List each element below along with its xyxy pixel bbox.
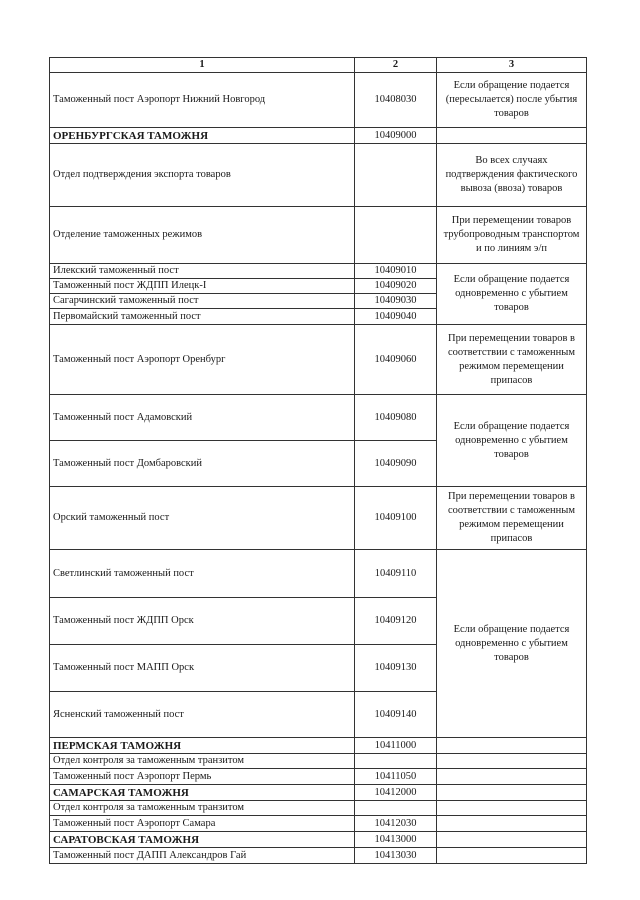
- post-code: 10409120: [355, 598, 437, 645]
- post-name: Таможенный пост Аэропорт Самара: [50, 816, 355, 832]
- post-code: 10412000: [355, 785, 437, 801]
- post-name: Отдел контроля за таможенным транзитом: [50, 801, 355, 816]
- post-name: Илекский таможенный пост: [50, 264, 355, 279]
- post-code: 10409100: [355, 487, 437, 550]
- customs-office-name: ОРЕНБУРГСКАЯ ТАМОЖНЯ: [50, 128, 355, 144]
- table-row: [50, 128, 587, 144]
- post-name: Отдел контроля за таможенным транзитом: [50, 754, 355, 769]
- post-name: Таможенный пост Адамовский: [50, 395, 355, 441]
- table-row: [50, 73, 587, 128]
- post-condition: [437, 769, 587, 785]
- table-row: [50, 816, 587, 832]
- post-condition: При перемещении товаров в соответствии с таможенным режимом перемещении припасов: [437, 487, 587, 550]
- customs-office-name: ПЕРМСКАЯ ТАМОЖНЯ: [50, 738, 355, 754]
- post-name: Таможенный пост ДАПП Александров Гай: [50, 848, 355, 864]
- post-name: Таможенный пост Аэропорт Пермь: [50, 769, 355, 785]
- post-code: 10413000: [355, 832, 437, 848]
- table-row: [50, 738, 587, 754]
- table-row: [50, 325, 587, 395]
- post-name: Таможенный пост МАПП Орск: [50, 645, 355, 692]
- table-row: [50, 801, 587, 816]
- post-name: Таможенный пост Домбаровский: [50, 441, 355, 487]
- post-code: [355, 754, 437, 769]
- post-condition: [437, 848, 587, 864]
- post-condition: [437, 785, 587, 801]
- table-row: [50, 264, 587, 279]
- table-row: [50, 550, 587, 598]
- post-code: 10409010: [355, 264, 437, 279]
- post-code: [355, 207, 437, 264]
- post-condition: Во всех случаях подтверждения фактического вывоза (ввоза) товаров: [437, 144, 587, 207]
- post-code: 10413030: [355, 848, 437, 864]
- post-condition: [437, 754, 587, 769]
- post-name: Отдел подтверждения экспорта товаров: [50, 144, 355, 207]
- post-condition: [437, 816, 587, 832]
- post-code: 10409000: [355, 128, 437, 144]
- post-code: 10412030: [355, 816, 437, 832]
- customs-office-name: САРАТОВСКАЯ ТАМОЖНЯ: [50, 832, 355, 848]
- table-row: [50, 848, 587, 864]
- post-condition: [437, 832, 587, 848]
- post-code: 10409130: [355, 645, 437, 692]
- post-name: Светлинский таможенный пост: [50, 550, 355, 598]
- table-row: [50, 144, 587, 207]
- post-condition: Если обращение подается одновременно с убытием товаров: [437, 550, 587, 738]
- post-condition: [437, 801, 587, 816]
- table-row: [50, 769, 587, 785]
- customs-office-name: САМАРСКАЯ ТАМОЖНЯ: [50, 785, 355, 801]
- post-name: Таможенный пост Аэропорт Нижний Новгород: [50, 73, 355, 128]
- post-condition: Если обращение подается (пересылается) после убытия товаров: [437, 73, 587, 128]
- post-code: 10408030: [355, 73, 437, 128]
- post-condition: При перемещении товаров в соответствии с таможенным режимом перемещении припасов: [437, 325, 587, 395]
- post-code: 10409140: [355, 692, 437, 738]
- post-code: 10409030: [355, 294, 437, 309]
- post-code: [355, 801, 437, 816]
- post-code: 10409110: [355, 550, 437, 598]
- post-code: 10409040: [355, 309, 437, 325]
- table-header-row: [50, 58, 587, 73]
- customs-table: [49, 57, 587, 864]
- post-name: Отделение таможенных режимов: [50, 207, 355, 264]
- post-condition: При перемещении товаров трубопроводным транспортом и по линиям э/п: [437, 207, 587, 264]
- post-code: [355, 144, 437, 207]
- table-row: [50, 785, 587, 801]
- header-col-2: 2: [355, 58, 437, 73]
- post-code: 10409060: [355, 325, 437, 395]
- post-code: 10409020: [355, 279, 437, 294]
- post-name: Таможенный пост ЖДПП Илецк-I: [50, 279, 355, 294]
- post-name: Таможенный пост Аэропорт Оренбург: [50, 325, 355, 395]
- post-name: Ясненский таможенный пост: [50, 692, 355, 738]
- table-row: [50, 832, 587, 848]
- post-name: Первомайский таможенный пост: [50, 309, 355, 325]
- post-code: 10409080: [355, 395, 437, 441]
- post-condition: Если обращение подается одновременно с убытием товаров: [437, 264, 587, 325]
- post-name: Сагарчинский таможенный пост: [50, 294, 355, 309]
- header-col-3: 3: [437, 58, 587, 73]
- table-row: [50, 754, 587, 769]
- post-code: 10411050: [355, 769, 437, 785]
- table-row: [50, 487, 587, 550]
- post-condition: [437, 738, 587, 754]
- header-col-1: 1: [50, 58, 355, 73]
- post-code: 10409090: [355, 441, 437, 487]
- post-name: Орский таможенный пост: [50, 487, 355, 550]
- post-name: Таможенный пост ЖДПП Орск: [50, 598, 355, 645]
- post-condition: [437, 128, 587, 144]
- post-code: 10411000: [355, 738, 437, 754]
- table-row: [50, 395, 587, 441]
- table-row: [50, 207, 587, 264]
- post-condition: Если обращение подается одновременно с убытием товаров: [437, 395, 587, 487]
